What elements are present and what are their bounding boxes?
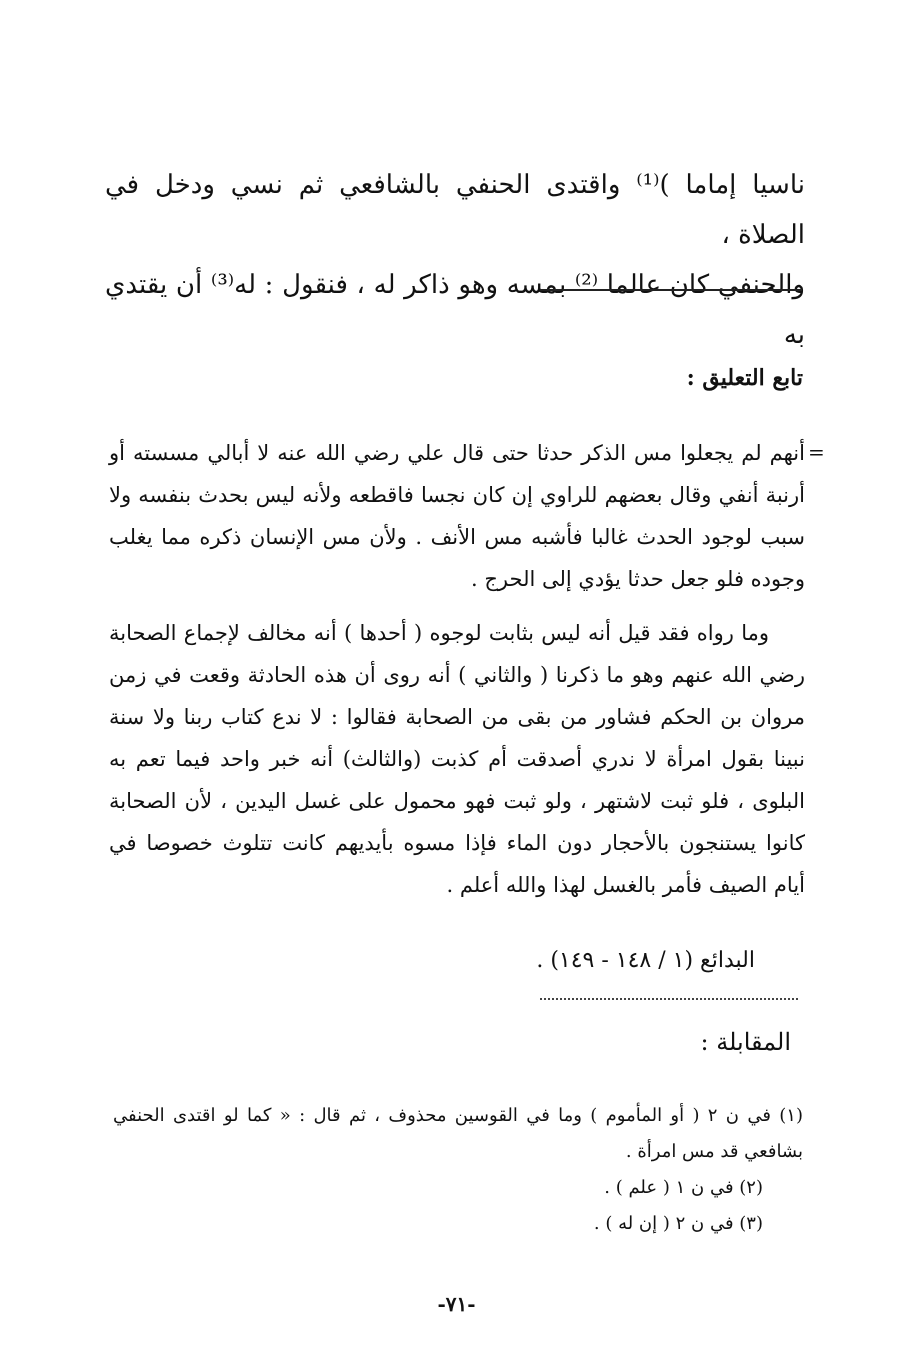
main-text [105, 160, 805, 360]
collation-notes [113, 1098, 803, 1242]
main-text-line-1: ناسيا إماما )⁽¹⁾ واقتدى الحنفي بالشافعي ثم نسي ودخل في الصلاة ، [105, 170, 805, 250]
collation-note-3: (٣) في ن ٢ ( إن له ) . [593, 1213, 763, 1234]
separator-rule [540, 289, 802, 291]
collation-note-2: (٢) في ن ١ ( علم ) . [604, 1177, 763, 1198]
commentary-paragraph-1: أنهم لم يجعلوا مس الذكر حدثا حتى قال علي رضي الله عنه لا أبالي مسسته أو أرنبة أنفي وقال بعضهم للراوي إن كان نجسا فاقطعه ولأنه ليس بحدث بنفسه ولا سبب لوجود الحدث غالبا فأشبه مس الأنف . ولأن مس الإنسان ذكره مما يغلب وجوده فلو جعل حدثا يؤدي إلى الحرج . [109, 441, 805, 591]
main-text-line-2: والحنفي كان عالما ⁽²⁾ بمسه وهو ذاكر له ، فنقول : له⁽³⁾ أن يقتدي به [105, 270, 806, 350]
commentary-heading: تابع التعليق : [686, 365, 803, 391]
collation-note-1: (١) في ن ٢ ( أو المأموم ) وما في القوسين محذوف ، ثم قال : « كما لو اقتدى الحنفي بشافعي قد مس امرأة . [113, 1105, 803, 1162]
commentary-paragraph-2: وما رواه فقد قيل أنه ليس بثابت لوجوه ( أحدها ) أنه مخالف لإجماع الصحابة رضي الله عنهم وهو ما ذكرنا ( والثاني ) أنه روى أن هذه الحادثة وقعت في زمن مروان بن الحكم فشاور من بقى من الصحابة فقالوا : لا ندع كتاب ربنا ولا سنة نبينا بقول امرأة لا ندري أصدقت أم كذبت (والثالث) أنه خبر واحد فيما تعم به البلوى ، فلو ثبت لاشتهر ، ولو ثبت فهو محمول على غسل اليدين ، لأن الصحابة كانوا يستنجون بالأحجار دون الماء فإذا مسوه بأيديهم كانت تتلوث خصوصا في أيام الصيف فأمر بالغسل لهذا والله أعلم . [109, 621, 805, 897]
collation-heading: المقابلة : [700, 1028, 791, 1056]
page-number: -٧١- [437, 1292, 476, 1316]
dotted-separator [540, 998, 798, 1000]
commentary-body [109, 432, 805, 906]
continuation-marker: = [808, 440, 825, 464]
commentary-source: البدائع (١ / ١٤٨ - ١٤٩) . [536, 948, 755, 973]
